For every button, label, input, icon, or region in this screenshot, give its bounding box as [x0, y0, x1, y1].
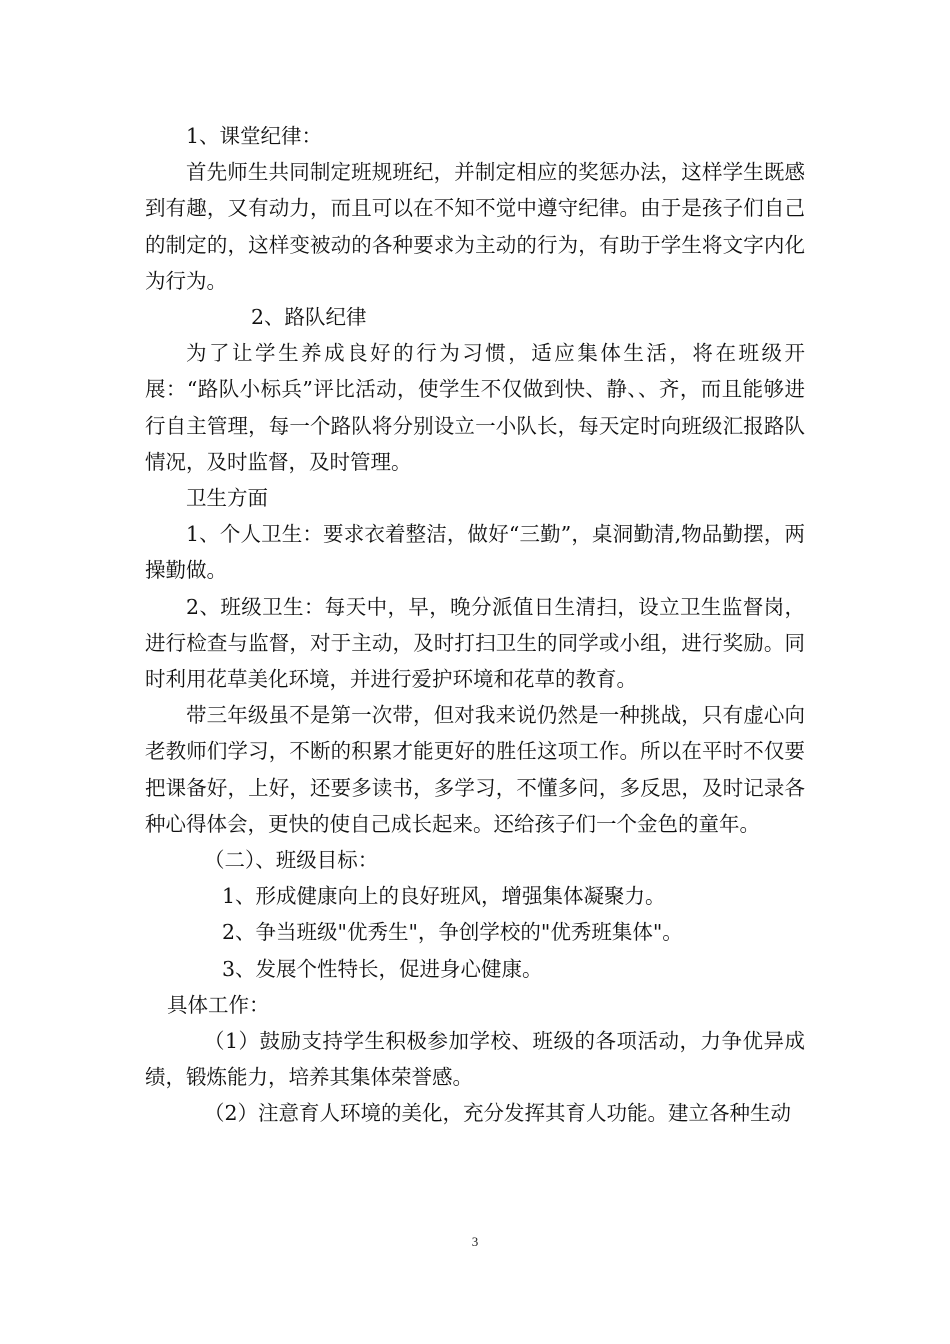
work-item-1: （1）鼓励支持学生积极参加学校、班级的各项活动，力争优异成绩，锻炼能力，培养其集体荣誉感。 — [145, 1029, 805, 1090]
page-number: 3 — [471, 1234, 479, 1249]
paragraph-class-hygiene: 2、班级卫生：每天中，早，晚分派值日生清扫，设立卫生监督岗，进行检查与监督，对于主动，及时打扫卫生的同学或小组，进行奖励。同时利用花草美化环境，并进行爱护环境和花草的教育。 — [145, 594, 805, 692]
goal-item-2: 2、争当班级"优秀生"，争创学校的"优秀班集体"。 — [222, 920, 683, 945]
paragraph-classroom-rules: 首先师生共同制定班规班纪，并制定相应的奖惩办法，这样学生既感到有趣，又有动力，而且可以在不知不觉中遵守纪律。由于是孩子们自己的制定的，这样变被动的各种要求为主动的行为，有助于学生将文字内化为行为。 — [145, 160, 805, 293]
heading-class-goals: （二）、班级目标： — [204, 848, 379, 873]
document-body — [145, 118, 805, 1132]
heading-line-discipline: 2、路队纪律 — [251, 305, 367, 330]
heading-hygiene: 卫生方面 — [186, 486, 268, 511]
paragraph-personal-hygiene: 1、个人卫生：要求衣着整洁，做好“三勤”，桌洞勤清,物品勤摆，两操勤做。 — [145, 522, 805, 583]
heading-specific-work: 具体工作： — [167, 992, 270, 1017]
paragraph-line-discipline: 为了让学生养成良好的行为习惯，适应集体生活，将在班级开展：“路队小标兵”评比活动，使学生不仅做到快、静、、齐，而且能够进行自主管理，每一个路队将分别设立一小队长，每天定时向班级汇报路队情况，及时监督，及时管理。 — [145, 341, 805, 474]
heading-classroom-discipline: 1、课堂纪律： — [186, 124, 323, 148]
paragraph-reflection: 带三年级虽不是第一次带，但对我来说仍然是一种挑战，只有虚心向老教师们学习，不断的积累才能更好的胜任这项工作。所以在平时不仅要把课备好，上好，还要多读书，多学习，不懂多问，多反思，及时记录各种心得体会，更快的使自己成长起来。还给孩子们一个金色的童年。 — [145, 703, 805, 836]
goal-item-3: 3、发展个性特长，促进身心健康。 — [222, 956, 543, 981]
goal-item-1: 1、形成健康向上的良好班风，增强集体凝聚力。 — [222, 884, 666, 909]
work-item-2: （2）注意育人环境的美化，充分发挥其育人功能。建立各种生动 — [204, 1101, 792, 1126]
